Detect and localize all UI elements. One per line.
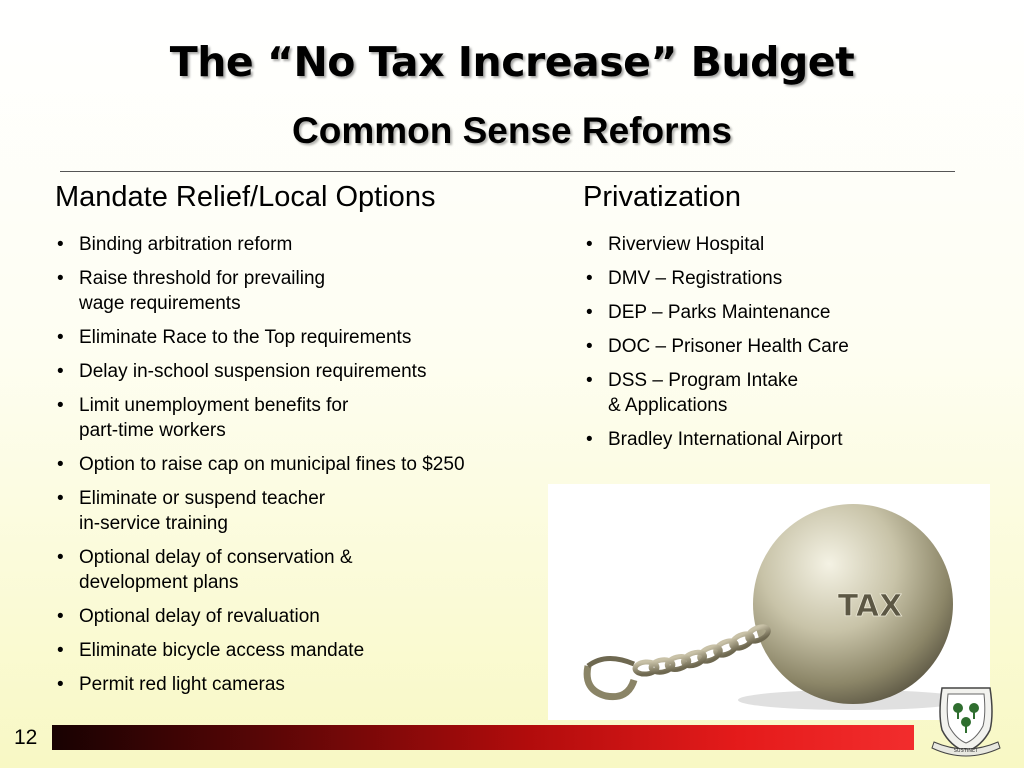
bullet-icon: • <box>586 370 593 391</box>
bullet-icon: • <box>57 674 64 695</box>
page-number: 12 <box>14 726 38 749</box>
privatization-item-text: Bradley International Airport <box>608 429 843 450</box>
mandate-relief-item <box>57 638 557 663</box>
bullet-icon: • <box>586 268 593 289</box>
mandate-relief-item-text: Permit red light cameras <box>79 674 285 695</box>
bullet-icon: • <box>586 336 593 357</box>
mandate-relief-item-text: part-time workers <box>79 420 226 441</box>
bullet-icon: • <box>586 302 593 323</box>
privatization-item <box>586 232 986 257</box>
ball-and-chain-icon <box>548 484 990 720</box>
mandate-relief-item <box>57 393 557 443</box>
bullet-icon: • <box>57 488 64 509</box>
title-divider <box>60 171 955 172</box>
mandate-relief-item-text: in-service training <box>79 513 228 534</box>
mandate-relief-item <box>57 452 557 477</box>
mandate-relief-item <box>57 232 557 257</box>
privatization-list <box>586 232 986 461</box>
mandate-relief-item-text: Raise threshold for prevailing <box>79 268 326 289</box>
mandate-relief-item <box>57 266 557 316</box>
bullet-icon: • <box>57 454 64 475</box>
mandate-relief-item <box>57 672 557 697</box>
bullet-icon: • <box>57 395 64 416</box>
tax-label: TAX <box>837 589 903 624</box>
privatization-item <box>586 368 986 418</box>
privatization-item-text: Riverview Hospital <box>608 234 765 255</box>
bullet-icon: • <box>57 547 64 568</box>
bullet-icon: • <box>57 640 64 661</box>
bullet-icon: • <box>57 361 64 382</box>
mandate-relief-item-text: Option to raise cap on municipal fines to $250 <box>79 454 465 475</box>
privatization-item <box>586 300 986 325</box>
slide-subtitle: Common Sense Reforms <box>292 110 732 151</box>
bullet-icon: • <box>586 234 593 255</box>
mandate-relief-list <box>57 232 557 706</box>
mandate-relief-item-text: Binding arbitration reform <box>79 234 293 255</box>
privatization-item-text: DOC – Prisoner Health Care <box>608 336 849 357</box>
mandate-relief-item <box>57 545 557 595</box>
connecticut-state-seal-icon <box>928 684 1004 760</box>
privatization-item-text: DSS – Program Intake <box>608 370 799 391</box>
bullet-icon: • <box>57 327 64 348</box>
mandate-relief-item-text: Eliminate bicycle access mandate <box>79 640 365 661</box>
mandate-relief-item <box>57 604 557 629</box>
privatization-item <box>586 334 986 359</box>
mandate-relief-item-text: Optional delay of conservation & <box>79 547 353 568</box>
mandate-relief-item-text: wage requirements <box>79 293 241 314</box>
mandate-relief-item <box>57 325 557 350</box>
mandate-relief-item <box>57 486 557 536</box>
privatization-heading: Privatization <box>583 181 741 213</box>
mandate-relief-heading: Mandate Relief/Local Options <box>55 181 436 213</box>
mandate-relief-item-text: Optional delay of revaluation <box>79 606 320 627</box>
privatization-item-text: DEP – Parks Maintenance <box>608 302 831 323</box>
bullet-icon: • <box>586 429 593 450</box>
mandate-relief-item-text: Eliminate or suspend teacher <box>79 488 326 509</box>
mandate-relief-item-text: development plans <box>79 572 239 593</box>
privatization-item <box>586 266 986 291</box>
bullet-icon: • <box>57 268 64 289</box>
slide-title: The “No Tax Increase” Budget <box>169 38 855 86</box>
mandate-relief-item-text: Limit unemployment benefits for <box>79 395 349 416</box>
footer-bar <box>52 725 914 750</box>
seal-motto: SUSTINET <box>953 748 979 754</box>
mandate-relief-item-text: Eliminate Race to the Top requirements <box>79 327 412 348</box>
mandate-relief-item-text: Delay in-school suspension requirements <box>79 361 427 382</box>
privatization-item-text: & Applications <box>608 395 728 416</box>
privatization-item-text: DMV – Registrations <box>608 268 783 289</box>
bullet-icon: • <box>57 234 64 255</box>
bullet-icon: • <box>57 606 64 627</box>
mandate-relief-item <box>57 359 557 384</box>
tax-ball-and-chain-image <box>548 484 990 720</box>
privatization-item <box>586 427 986 452</box>
